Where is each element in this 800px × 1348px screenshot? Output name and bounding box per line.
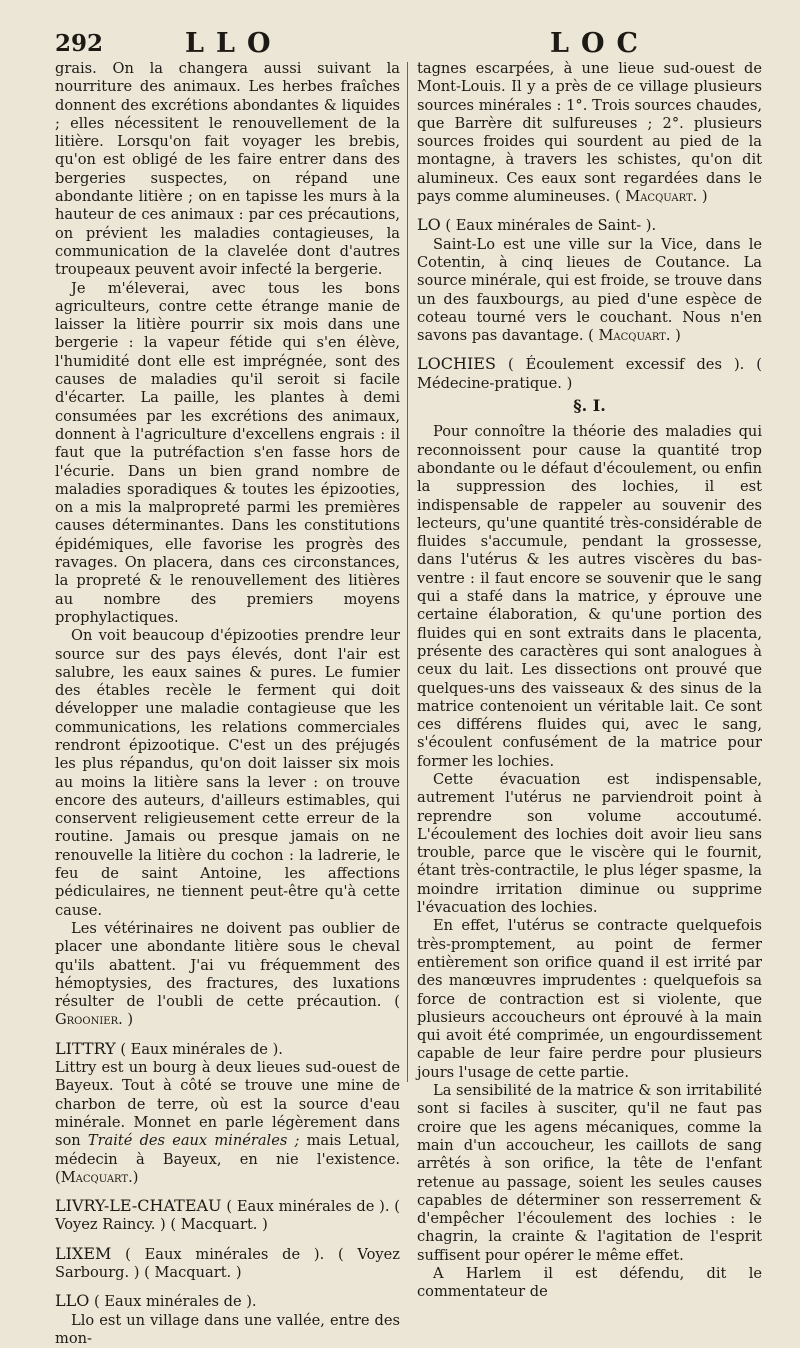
entry-body	[417, 236, 762, 346]
entry-subtitle: ( Eaux minérales de ).	[120, 1040, 283, 1058]
entry-lo	[417, 216, 762, 235]
paragraph	[417, 60, 762, 206]
entry-subtitle: ( Eaux minérales de Saint- ).	[445, 217, 657, 235]
entry-text: mais Letual, médecin à Bayeux, en nie l'existence.	[55, 1132, 401, 1168]
entry-headword: LLO	[55, 1291, 90, 1311]
entry-llo	[55, 1292, 400, 1311]
paragraph-text: tagnes escarpées, à une lieue sud-ouest de Mont-Louis. Il y a près de ce village plusieurs sources minérales : 1°. Trois sources chaudes, que Barrère dit sulfureuses ; 2°. plusieurs sources froides qui sourdent au pied de la montagne, à travers les schistes, qu'on dit alumineux. Ces eaux sont regardées dans le pays comme alumineuses.	[417, 60, 762, 206]
author-signature: (Macquart.)	[55, 1168, 139, 1186]
entry-subtitle: ( Écoulement excessif des ). ( Médecine-pratique. )	[417, 356, 762, 392]
entry-littry	[55, 1040, 400, 1059]
running-head-right: LOC	[550, 28, 650, 59]
paragraph	[55, 920, 400, 1030]
paragraph: A Harlem il est défendu, dit le commentateur de	[417, 1265, 762, 1301]
column-divider	[407, 62, 408, 1082]
author-signature: ( Groonier. )	[55, 993, 400, 1029]
author-signature: ( Macquart. )	[614, 188, 708, 206]
book-title: Traité des eaux minérales ;	[87, 1132, 300, 1150]
section-heading: §. I.	[573, 396, 606, 416]
entry-text: Littry est un bourg à deux lieues sud-ouest de Bayeux. Tout à côté se trouve une mine de charbon de terre, où est la source d'eau minérale. Monnet en parle légèrement dans son	[55, 1059, 400, 1150]
entry-text: ( Eaux minérales de ). ( Voyez Sarbourg. ) ( Macquart. )	[55, 1245, 400, 1281]
paragraph: Cette évacuation est indispensable, autrement l'utérus ne parviendroit point à reprendre son volume accoutumé. L'écoulement des lochies doit avoir lieu sans trouble, parce que le viscère qui le fournit, étant très-contractile, le plus léger spasme, la moindre irritation diminue ou supprime l'évacuation des lochies.	[417, 770, 762, 917]
entry-headword: LO	[417, 215, 441, 235]
paragraph: On voit beaucoup d'épizooties prendre leur source sur des pays élevés, dont l'air est salubre, les eaux saines & pures. Le fumier des étables recèle le ferment qui doit développer une maladie contagieuse que les communications, les relations commerciales rendront épizootique. C'est un des préjugés les plus répandus, qu'on doit laisser six mois au moins la litière sans la lever : on trouve encore des auteurs, d'ailleurs estimables, qui conservent religieusement cette erreur de la routine. Jamais ou presque jamais on ne renouvelle la litière du cochon : la ladrerie, le feu de saint Antoine, les affections pédiculaires, ne tiennent peut-être qu'à cette cause.	[55, 627, 400, 919]
paragraph: En effet, l'utérus se contracte quelquefois très-promptement, au point de fermer entièrement son orifice quand il est irrité par des manœuvres imprudentes : quelquefois sa force de contraction est si violente, que plusieurs accoucheurs ont éprouvé à la main qui avoit été comprimée, un engourdissement capable de leur faire perdre pour plusieurs jours l'usage de cette partie.	[417, 917, 762, 1081]
entry-text: ( Eaux minérales de ). ( Voyez Raincy. ) ( Macquart. )	[55, 1198, 400, 1234]
entry-body: Llo est un village dans une vallée, entre des mon-	[55, 1311, 400, 1347]
entry-headword: LIXEM	[55, 1243, 112, 1263]
paragraph: grais. On la changera aussi suivant la nourriture des animaux. Les herbes fraîches donnent des excrétions abondantes & liquides ; elles nécessitent le renouvellement de la litière. Lorsqu'on fait voyager les brebis, qu'on est obligé de les faire entrer dans des bergeries suspectes, on répand une abondante litière ; on en tapisse les murs à la hauteur de ces animaux : par ces précautions, on prévient les maladies contagieuses, la communication de la clavelée dont d'autres troupeaux peuvent avoir infecté la bergerie.	[55, 60, 400, 279]
page-number: 292	[55, 30, 104, 57]
entry-subtitle: ( Eaux minérales de ).	[94, 1293, 257, 1311]
entry-text: Saint-Lo est une ville sur la Vice, dans le Cotentin, à cinq lieues de Coutance. La source minérale, qui est froide, se trouve dans un des fauxbourgs, au pied d'une espèce de coteau tourné vers le couchant. Nous n'en savons pas davantage.	[417, 235, 762, 345]
entry-headword: LITTRY	[55, 1038, 116, 1058]
running-header	[55, 28, 770, 62]
entry-body	[55, 1059, 400, 1187]
paragraph: Pour connoître la théorie des maladies qui reconnoissent pour cause la quantité trop abondante ou le défaut d'écoulement, ou enfin la suppression des lochies, il est indispensable de rappeler au souvenir des lecteurs, qu'une quantité très-considérable de fluides s'accumule, pendant la grossesse, dans l'utérus & les autres viscères du bas-ventre : il faut encore se souvenir que le sang qui a stafé dans la matrice, y éprouve une certaine élaboration, & qu'une portion des fluides qui en sont extraits dans le placenta, présente des caractères qui sont analogues à ceux du lait. Les dissections ont prouvé que quelques-uns des vaisseaux & des sinus de la matrice contenoient un véritable lait. Ce sont ces différens fluides qui, avec le sang, s'écoulent confusément de la matrice pour former les lochies.	[417, 423, 762, 770]
paragraph: La sensibilité de la matrice & son irritabilité sont si faciles à susciter, qu'il ne faut pas croire que les agens mécaniques, comme la main d'un accoucheur, les caillots de sang arrêtés à son orifice, la tête de l'enfant retenue au passage, soient les seules causes capables de déterminer son resserrement & d'empêcher l'écoulement des lochies : le chagrin, la crainte & l'agitation de l'esprit suffisent pour opérer le même effet.	[417, 1082, 762, 1264]
right-column	[417, 60, 762, 1302]
left-column	[55, 60, 400, 1348]
entry-lochies	[417, 355, 762, 393]
paragraph-text: Les vétérinaires ne doivent pas oublier de placer une abondante litière sous le cheval qu'ils abattent. J'ai vu fréquemment des hémoptysies, des fractures, des luxations résulter de l'oubli de cette précaution.	[55, 919, 400, 1011]
entry-headword: LIVRY-LE-CHATEAU	[55, 1196, 222, 1216]
running-head-left: LLO	[185, 28, 283, 59]
entry-livry	[55, 1197, 400, 1235]
author-signature: ( Macquart. )	[588, 327, 681, 345]
entry-headword: LOCHIES	[417, 354, 496, 374]
paragraph: Je m'éleverai, avec tous les bons agriculteurs, contre cette étrange manie de laisser la litière pourrir six mois dans une bergerie : la vapeur fétide qui s'en élève, l'humidité dont elle est imprégnée, sont des causes de maladies qu'il seroit si facile d'écarter. La paille, les plantes à demi consumées par les excrétions des animaux, donnent à l'agriculture d'excellens engrais : il faut que la putréfaction s'en fasse hors de l'écurie. Dans un bien grand nombre de maladies sporadiques & toutes les épizooties, on a mis la malpropreté parmi les premières causes déterminantes. Dans les constitutions épidémiques, elle favorise les progrès des ravages. On placera, dans ces circonstances, la propreté & le renouvellement des litières au nombre des premiers moyens prophylactiques.	[55, 279, 400, 626]
entry-lixem	[55, 1245, 400, 1283]
